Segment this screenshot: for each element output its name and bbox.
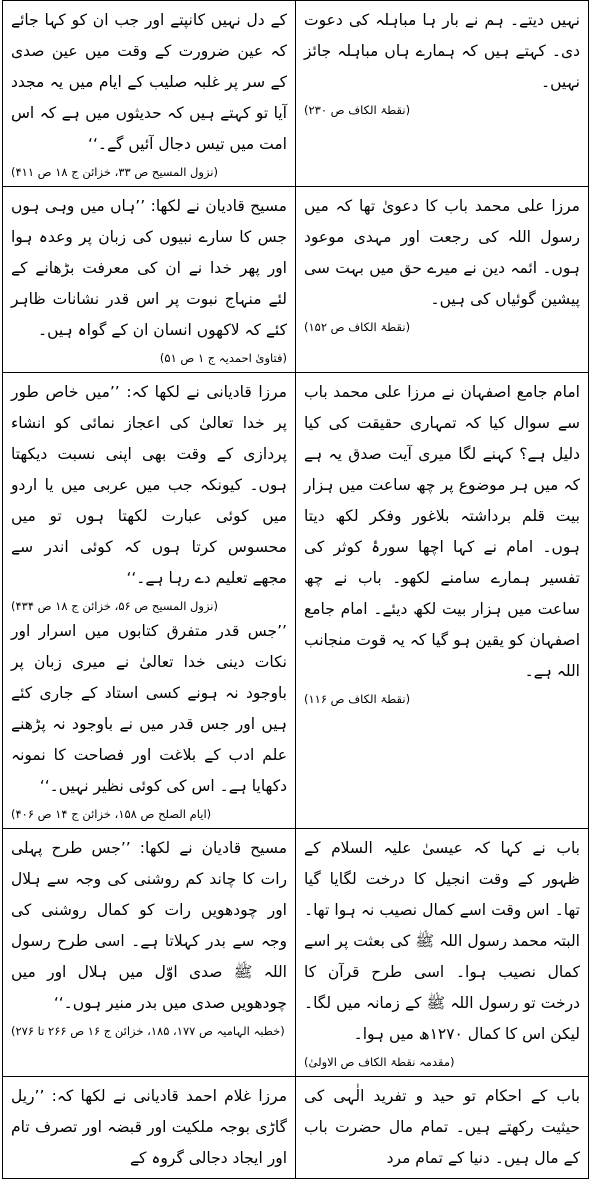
qadiani-cell	[3, 829, 296, 1077]
table-row	[3, 1, 589, 187]
bab-text: نہیں دیتے۔ ہم نے بار ہا مباہلہ کی دعوت دی۔ کہتے ہیں کہ ہمارے ہاں مباہلہ جائز نہیں۔	[304, 11, 580, 91]
bab-text: باب کے احکام تو حید و تفرید الٰہی کی حیثیت رکھتے ہیں۔ تمام مال حضرت باب کے مال ہیں۔ دنیا کے تمام مرد	[304, 1087, 580, 1167]
qadiani-cell	[3, 1077, 296, 1179]
bab-cell	[296, 187, 589, 373]
table-row	[3, 829, 589, 1077]
bab-reference: (نقطۃ الکاف ص ۱۵۲)	[304, 320, 411, 334]
qadiani-text: ’’جس قدر متفرق کتابوں میں اسرار اور نکات دینی خدا تعالیٰ نے میری زبان پر باوجود نہ ہونے کسی استاد کے جاری کئے ہیں اور جس قدر میں نے باوجود نہ پڑھنے علم ادب کے بلاغت اور فصاحت کا نمونہ دکھایا ہے۔ اس کی کوئی نظیر نہیں۔‘‘	[11, 622, 287, 795]
qadiani-text: مسیح قادیان نے لکھا: ’’ہاں میں وہی ہوں جس کا سارے نبیوں کی زبان پر وعدہ ہوا اور پھر خدا نے ان کی معرفت بڑھانے کے لئے منہاج نبوت پر اس قدر نشانات ظاہر کئے کہ لاکھوں انسان ان کے گواہ ہیں۔	[11, 197, 287, 339]
qadiani-reference: (خطبہ الہامیہ ص ۱۷۷، ۱۸۵، خزائن ج ۱۶ ص ۲۶۶ تا ۲۷۶)	[11, 1024, 285, 1038]
table-row	[3, 373, 589, 829]
bab-cell	[296, 829, 589, 1077]
table-row	[3, 187, 589, 373]
qadiani-text: مسیح قادیان نے لکھا: ’’جس طرح پہلی رات کا چاند کم روشنی کی وجہ سے ہلال اور چودھویں رات کو کمال روشنی کی وجہ سے بدر کہلاتا ہے۔ اسی طرح رسول اللہ ﷺ صدی اوّل میں ہلال اور میں چودھویں صدی میں بدر منیر ہوں۔‘‘	[11, 839, 287, 1012]
qadiani-cell	[3, 1, 296, 187]
qadiani-text: کے دل نہیں کانپتے اور جب ان کو کہا جائے کہ عین ضرورت کے وقت میں عین صدی کے سر پر غلبہ صلیب کے ایام میں یہ مجدد آیا تو کہتے ہیں کہ حدیثوں میں ہے کہ اس امت میں تیس دجال آئیں گے۔‘‘	[11, 11, 287, 153]
qadiani-cell	[3, 187, 296, 373]
bab-text: مرزا علی محمد باب کا دعویٰ تھا کہ میں رسول اللہ کی رجعت اور مہدی موعود ہوں۔ ائمہ دین نے میرے حق میں بہت سی پیشین گوئیاں کی ہیں۔	[304, 197, 580, 308]
bab-cell	[296, 373, 589, 829]
bab-text: امام جامع اصفہان نے مرزا علی محمد باب سے سوال کیا کہ تمہاری حقیقت کی کیا دلیل ہے؟ کہنے لگا میری آیت صدق یہ ہے کہ میں ہر موضوع پر چھ ساعت میں ہزار بیت قلم برداشتہ بلاغور وفکر لکھ دیتا ہوں۔ امام نے کہا اچھا سورۂ کوثر کی تفسیر ہمارے سامنے لکھو۔ باب نے چھ ساعت میں ہزار بیت لکھ دیئے۔ امام جامع اصفہان کو یقین ہو گیا کہ یہ قوت منجانب اللہ ہے۔	[304, 383, 580, 680]
bab-reference: (مقدمہ نقطۃ الکاف ص الاولیٰ)	[304, 1055, 455, 1069]
qadiani-text: مرزا غلام احمد قادیانی نے لکھا کہ: ’’ریل گاڑی بوجہ ملکیت اور قبضہ اور تصرف تام اور ایجاد دجالی گروہ کے	[11, 1087, 287, 1167]
bab-cell	[296, 1077, 589, 1179]
qadiani-cell	[3, 373, 296, 829]
bab-cell	[296, 1, 589, 187]
qadiani-reference: (ایام الصلح ص ۱۵۸، خزائن ج ۱۴ ص ۴۰۶)	[11, 807, 212, 821]
qadiani-text: مرزا قادیانی نے لکھا کہ: ’’میں خاص طور پر خدا تعالیٰ کی اعجاز نمائی کو انشاء پردازی کے وقت بھی اپنی نسبت دیکھتا ہوں۔ کیونکہ جب میں عربی میں یا اردو میں کوئی عبارت لکھتا ہوں تو میں محسوس کرتا ہوں کہ کوئی اندر سے مجھے تعلیم دے رہا ہے۔‘‘	[11, 383, 287, 587]
bab-reference: (نقطۃ الکاف ص ۲۳۰)	[304, 103, 411, 117]
table-row	[3, 1077, 589, 1179]
qadiani-reference: (نزول المسیح ص ۵۶، خزائن ج ۱۸ ص ۴۳۴)	[11, 599, 218, 613]
qadiani-reference: (فتاویٰ احمدیہ ج ۱ ص ۵۱)	[159, 351, 287, 365]
qadiani-reference: (نزول المسیح ص ۳۳، خزائن ج ۱۸ ص ۴۱۱)	[11, 165, 218, 179]
bab-reference: (نقطۃ الکاف ص ۱۱۶)	[304, 692, 411, 706]
bab-text: باب نے کہا کہ عیسیٰ علیہ السلام کے ظہور کے وقت انجیل کا درخت لگایا گیا تھا۔ اس وقت اسے کمال نصیب نہ ہوا تھا۔ البتہ محمد رسول اللہ ﷺ کی بعثت پر اسے کمال نصیب ہوا۔ اسی طرح قرآن کا درخت تو رسول اللہ ﷺ کے زمانہ میں لگا۔ لیکن اس کا کمال ۱۲۷۰ھ میں ہوا۔	[304, 839, 580, 1043]
comparison-table	[2, 0, 589, 1179]
